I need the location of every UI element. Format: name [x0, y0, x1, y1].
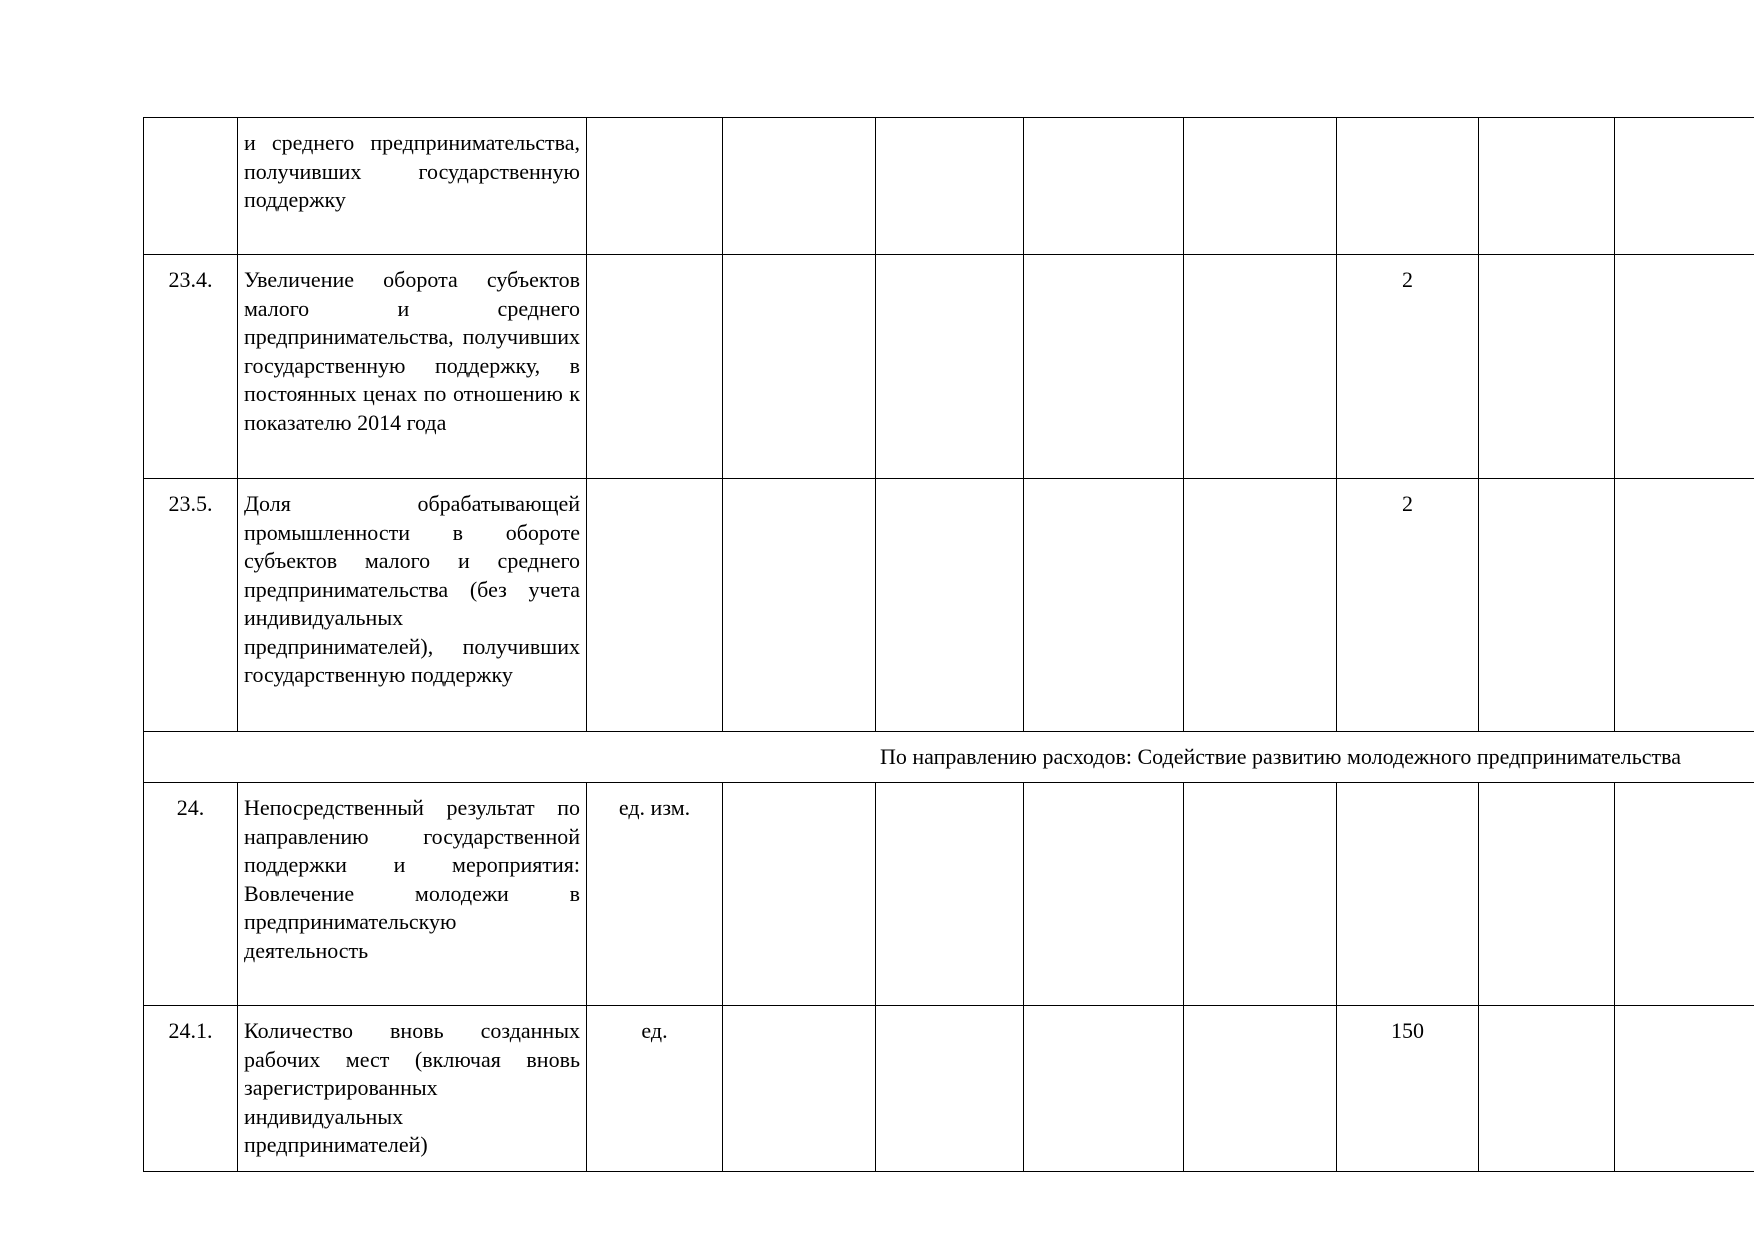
row-number: 24.	[144, 783, 238, 1006]
row-number	[144, 118, 238, 255]
row-value	[1615, 118, 1754, 255]
row-number: 24.1.	[144, 1006, 238, 1172]
row-value	[723, 479, 876, 732]
row-value	[1615, 255, 1754, 479]
row-description: Количество вновь созданных рабочих мест (включая вновь зарегистрированных индивидуальных предпринимателей)	[238, 1006, 587, 1172]
row-value: 2	[1337, 479, 1479, 732]
row-value: 150	[1337, 1006, 1479, 1172]
section-row	[144, 732, 1754, 783]
row-value	[723, 783, 876, 1006]
row-unit	[587, 479, 723, 732]
row-value	[723, 118, 876, 255]
row-value	[876, 479, 1024, 732]
row-value	[1337, 118, 1479, 255]
row-value	[1184, 118, 1337, 255]
row-value: 2	[1337, 255, 1479, 479]
row-value	[1479, 783, 1615, 1006]
row-value	[1615, 783, 1754, 1006]
row-value	[1479, 1006, 1615, 1172]
row-value	[1184, 479, 1337, 732]
row-value	[1024, 118, 1184, 255]
row-description: и среднего предпринимательства, получивших государственную поддержку	[238, 118, 587, 255]
row-value	[1184, 255, 1337, 479]
row-value	[1479, 118, 1615, 255]
row-unit: ед.	[587, 1006, 723, 1172]
row-description: Доля обрабатывающей промышленности в обороте субъектов малого и среднего предпринимательства (без учета индивидуальных предпринимателей), получивших государственную поддержку	[238, 479, 587, 732]
row-value	[876, 255, 1024, 479]
row-value	[1024, 255, 1184, 479]
row-unit: ед. изм.	[587, 783, 723, 1006]
row-description: Увеличение оборота субъектов малого и среднего предпринимательства, получивших государственную поддержку, в постоянных ценах по отношению к показателю 2014 года	[238, 255, 587, 479]
row-value	[1184, 783, 1337, 1006]
table-row	[144, 783, 1754, 1006]
row-value	[876, 783, 1024, 1006]
row-description: Непосредственный результат по направлению государственной поддержки и мероприятия: Вовлечение молодежи в предпринимательскую деятельность	[238, 783, 587, 1006]
row-value	[1479, 255, 1615, 479]
row-value	[1479, 479, 1615, 732]
table-row	[144, 1006, 1754, 1172]
row-number: 23.4.	[144, 255, 238, 479]
row-value	[723, 255, 876, 479]
row-value	[1024, 1006, 1184, 1172]
row-value	[1024, 783, 1184, 1006]
row-value	[1024, 479, 1184, 732]
row-value	[1184, 1006, 1337, 1172]
row-value	[1615, 479, 1754, 732]
table-row	[144, 479, 1754, 732]
section-heading: По направлению расходов: Содействие развитию молодежного предпринимательства	[144, 732, 1754, 783]
row-value	[876, 1006, 1024, 1172]
table-row	[144, 118, 1754, 255]
table-row	[144, 255, 1754, 479]
row-value	[1337, 783, 1479, 1006]
row-unit	[587, 118, 723, 255]
row-value	[723, 1006, 876, 1172]
indicators-table	[143, 117, 1754, 1172]
row-value	[876, 118, 1024, 255]
row-unit	[587, 255, 723, 479]
row-number: 23.5.	[144, 479, 238, 732]
row-value	[1615, 1006, 1754, 1172]
